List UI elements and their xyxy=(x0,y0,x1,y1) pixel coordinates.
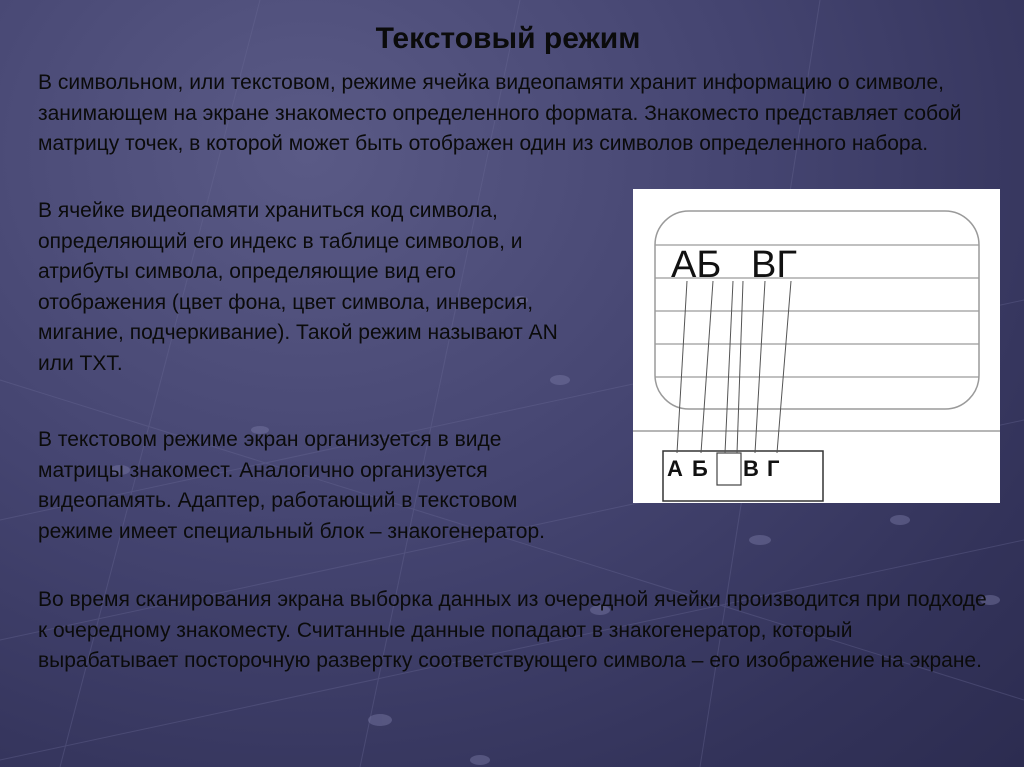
paragraph-video-memory-cell: В ячейке видеопамяти храниться код символа, определяющий его индекс в таблице символов, и атрибуты символа, определяющие вид его отображения (цвет фона, цвет символа, инверсия, мигание, подчеркивание). Такой режим называют AN или TXT. xyxy=(38,199,558,375)
memory-cell-v: В xyxy=(743,456,759,481)
cell-to-screen-connectors xyxy=(677,281,791,453)
slide-title: Текстовый режим xyxy=(375,22,641,55)
text-mode-diagram xyxy=(633,189,1000,503)
paragraph-screen-matrix: В текстовом режиме экран организуется в виде матрицы знакомест. Аналогично организуется видеопамять. Адаптер, работающий в текстовом режиме имеет специальный блок – знакогенератор. xyxy=(38,428,545,543)
memory-cell-g: Г xyxy=(767,456,780,481)
paragraph-scanning: Во время сканирования экрана выборка данных из очередной ячейки производится при подходе к очередному знакоместу. Считанные данные попадают в знакогенератор, который вырабатывает посторочную развертку соответствующего символа – его изображение на экране. xyxy=(38,588,987,672)
memory-cell-a: А xyxy=(667,456,683,481)
screen-frame xyxy=(655,211,979,409)
paragraph-symbol-mode-intro: В символьном, или текстовом, режиме ячейка видеопамяти хранит информацию о символе, занимающем на экране знакоместо определенного формата. Знакоместо представляет собой матрицу точек, в которой может быть отображен один из символов определенного набора. xyxy=(38,71,962,155)
video-memory-empty-cell xyxy=(717,453,741,485)
memory-cell-b: Б xyxy=(692,456,708,481)
screen-chars-ab: АБ xyxy=(671,244,722,286)
screen-chars-vg: ВГ xyxy=(751,244,797,286)
